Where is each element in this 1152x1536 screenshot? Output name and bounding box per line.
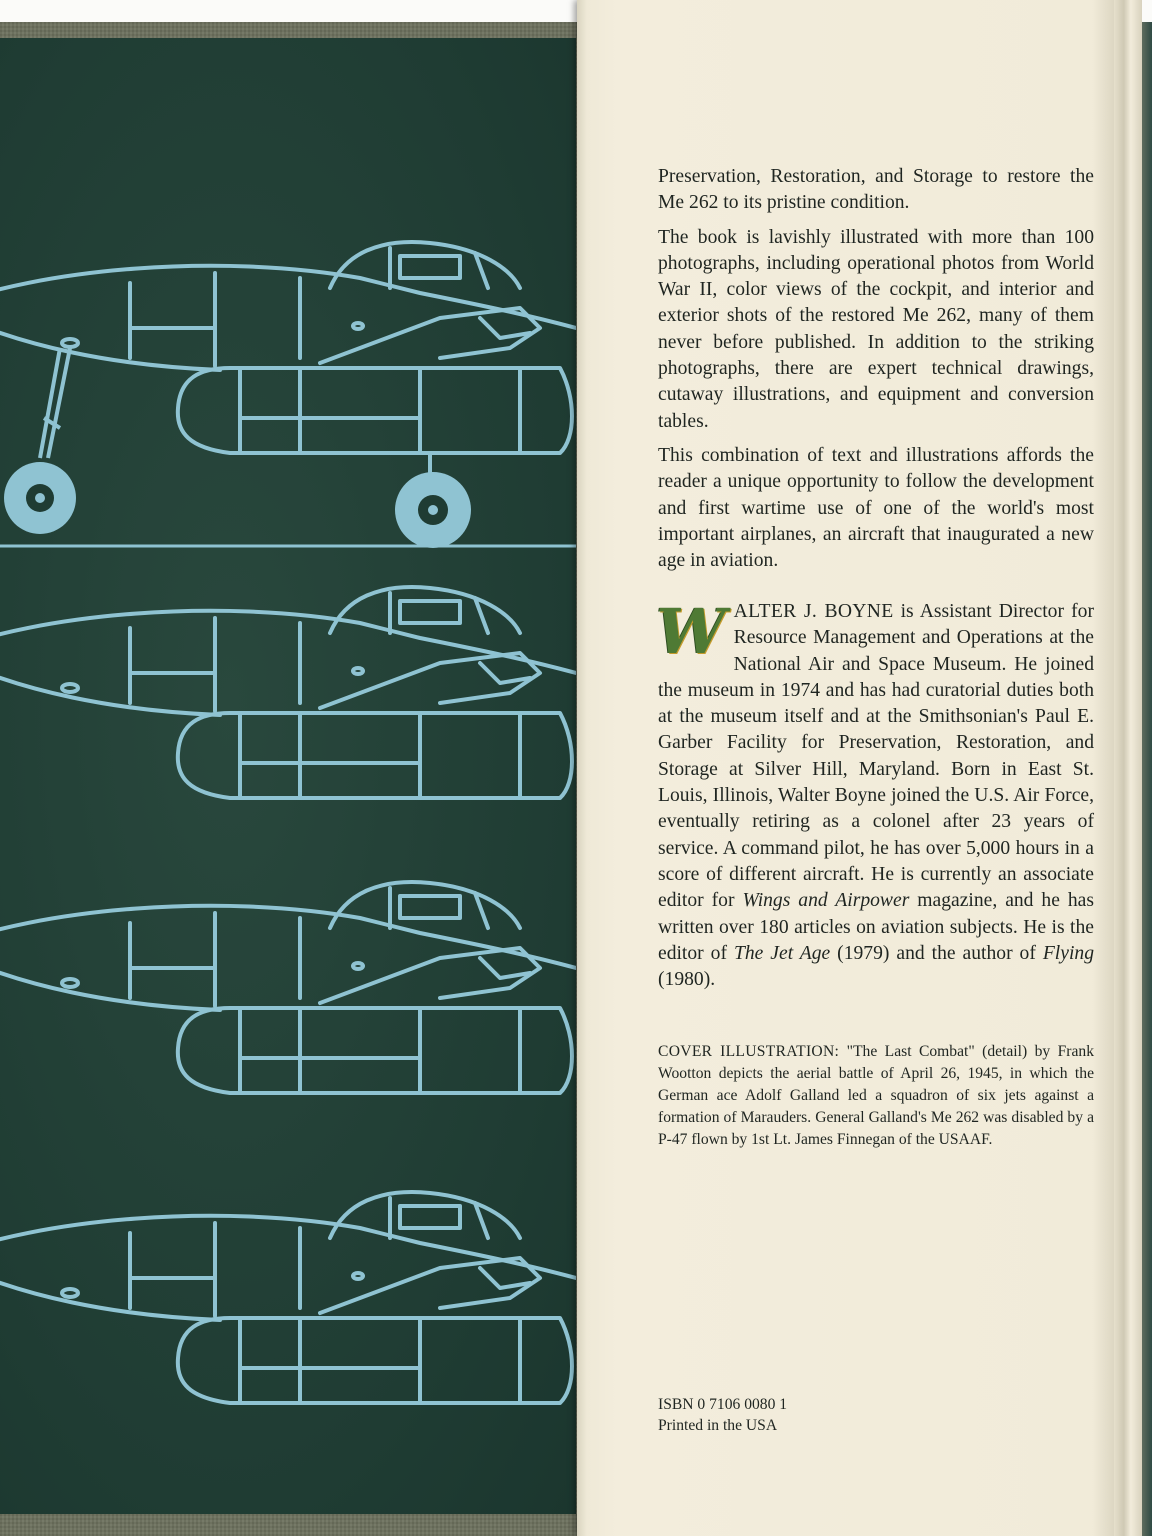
bio-text-b: magazine, and he has written over 180 articles on aviation subjects. He is the editor of xyxy=(658,890,1094,964)
bio-text-a: is Assistant Director for Resource Management and Operations at the National Air and Space Museum. He joined the museum in 1974 and has had curatorial duties both at the museum itself and at the Smithsonian's Paul E. Garber Facility for Preservation, Restoration, and Storage at Silver Hill, Maryland. Born in East St. Louis, Illinois, Walter Boyne joined the U.S. Air Force, eventually retiring as a colonel after 23 years of service. A command pilot, he has over 5,000 hours in a score of different aircraft. He is currently an associate editor for xyxy=(658,601,1094,912)
plane-drawing-4 xyxy=(0,1192,576,1403)
cover-note-label: COVER ILLUSTRATION: xyxy=(658,1043,840,1060)
jacket-flap-fold xyxy=(1114,0,1142,1536)
plane-drawing-1 xyxy=(0,242,576,548)
blurb-paragraph-3: This combination of text and illustrations affords the reader a unique opportunity to follow the development and first wartime use of one of the world's most important airplanes, an aircraft that inaugurated a new age in aviation. xyxy=(658,444,1094,572)
magazine-title: Wings and Airpower xyxy=(742,890,910,912)
bio-text-d: (1980). xyxy=(658,969,716,991)
plane-drawing-3 xyxy=(0,882,576,1093)
book-title-flying: Flying xyxy=(1042,942,1094,964)
isbn-block xyxy=(658,1394,787,1436)
printed-in: Printed in the USA xyxy=(658,1417,778,1434)
plane-drawing-2 xyxy=(0,587,576,798)
endpaper-drawings xyxy=(0,38,576,1514)
blurb-paragraph-2: The book is lavishly illustrated with more than 100 photographs, including operational photos from World War II, color views of the cockpit, and interior and exterior shots of the restored Me 262, many of them never before published. In addition to the striking photographs, there are expert technical drawings, cutaway illustrations, and equipment and conversion tables. xyxy=(658,226,1094,432)
flap-blurb xyxy=(658,164,1094,582)
dropcap-letter: W xyxy=(656,595,726,668)
bio-text-c: (1979) and the author of xyxy=(830,942,1043,964)
isbn-number: ISBN 0 7106 0080 1 xyxy=(658,1396,788,1413)
author-name: ALTER J. BOYNE xyxy=(733,601,894,622)
book-title-jet-age: The Jet Age xyxy=(733,942,831,964)
me262-line-drawings xyxy=(0,38,576,1514)
author-bio xyxy=(656,595,1094,993)
cover-illustration-note xyxy=(658,1041,1094,1151)
blurb-paragraph-1: Preservation, Restoration, and Storage to restore the Me 262 to its pristine condition. xyxy=(658,166,1094,214)
cover-note-text: "The Last Combat" (detail) by Frank Wootton depicts the aerial battle of April 26, 1945, in which the German ace Adolf Galland led a squadron of six jets against a formation of Marauders. General Galland's Me 262 was disabled by a P-47 flown by 1st Lt. James Finnegan of the USAAF. xyxy=(658,1043,1094,1149)
